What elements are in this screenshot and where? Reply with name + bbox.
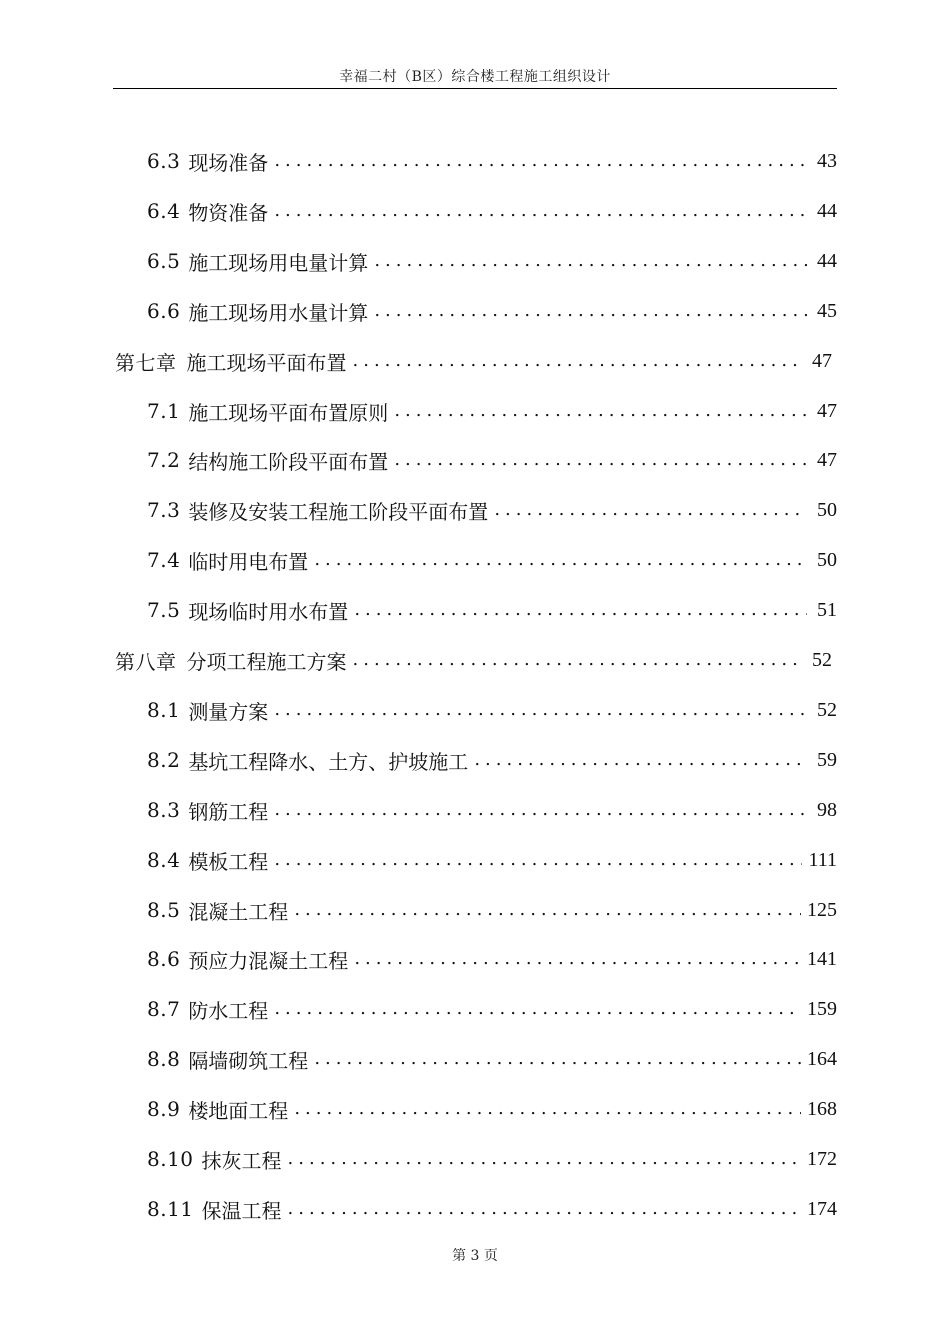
- toc-dot-leader: [294, 1094, 801, 1124]
- toc-section-entry[interactable]: [147, 545, 837, 575]
- toc-entry-title: 混凝土工程: [188, 899, 289, 924]
- toc-section-entry[interactable]: [147, 994, 837, 1024]
- toc-dot-leader: [274, 146, 807, 176]
- header-divider: [113, 88, 837, 89]
- toc-entry-number: 8.10: [147, 1147, 194, 1171]
- toc-entry-title: 钢筋工程: [188, 799, 269, 824]
- toc-dot-leader: [274, 994, 801, 1024]
- toc-entry-number: 8.2: [147, 748, 181, 772]
- toc-dot-leader: [374, 296, 807, 326]
- toc-entry-page-number: 45: [817, 299, 837, 322]
- toc-section-entry[interactable]: [147, 745, 837, 775]
- toc-entry-title: 抹灰工程: [201, 1148, 282, 1173]
- toc-section-entry[interactable]: [147, 396, 837, 426]
- toc-entry-number: 7.1: [147, 399, 181, 423]
- toc-dot-leader: [474, 745, 807, 775]
- toc-entry-page-number: 159: [807, 997, 837, 1020]
- toc-entry-page-number: 44: [817, 249, 837, 272]
- toc-entry-number: 8.7: [147, 997, 181, 1021]
- toc-entry-title: 测量方案: [188, 699, 269, 724]
- toc-entry-title: 物资准备: [188, 200, 269, 225]
- toc-dot-leader: [274, 196, 807, 226]
- toc-entry-page-number: 164: [807, 1047, 837, 1070]
- toc-dot-leader: [274, 695, 807, 725]
- toc-entry-page-number: 141: [807, 947, 837, 970]
- toc-entry-title: 楼地面工程: [188, 1098, 289, 1123]
- toc-entry-title: 模板工程: [188, 849, 269, 874]
- toc-entry-page-number: 52: [817, 698, 837, 721]
- toc-dot-leader: [394, 445, 807, 475]
- toc-entry-number: 8.1: [147, 698, 181, 722]
- toc-entry-title: 基坑工程降水、土方、护坡施工: [188, 749, 469, 774]
- toc-entry-number: 第七章: [115, 350, 177, 375]
- toc-entry-page-number: 174: [807, 1197, 837, 1220]
- toc-entry-title: 施工现场平面布置: [186, 350, 347, 375]
- toc-entry-page-number: 59: [817, 748, 837, 771]
- toc-entry-title: 施工现场平面布置原则: [188, 400, 389, 425]
- toc-dot-leader: [354, 595, 807, 625]
- toc-entry-number: 8.9: [147, 1097, 181, 1121]
- toc-entry-title: 分项工程施工方案: [186, 649, 347, 674]
- toc-dot-leader: [288, 1144, 801, 1174]
- toc-entry-page-number: 43: [817, 149, 837, 172]
- toc-section-entry[interactable]: [147, 895, 837, 925]
- toc-entry-page-number: 168: [807, 1097, 837, 1120]
- toc-dot-leader: [494, 495, 807, 525]
- toc-entry-number: 7.2: [147, 448, 181, 472]
- toc-entry-number: 6.6: [147, 299, 181, 323]
- toc-entry-number: 7.5: [147, 598, 181, 622]
- toc-section-entry[interactable]: [147, 1044, 837, 1074]
- toc-entry-page-number: 50: [817, 548, 837, 571]
- toc-entry-title: 防水工程: [188, 998, 269, 1023]
- toc-entry-page-number: 47: [817, 399, 837, 422]
- toc-section-entry[interactable]: [147, 445, 837, 475]
- toc-entry-title: 现场临时用水布置: [188, 599, 349, 624]
- toc-entry-page-number: 125: [807, 898, 837, 921]
- toc-section-entry[interactable]: [147, 495, 837, 525]
- toc-dot-leader: [288, 1194, 801, 1224]
- toc-entry-page-number: 98: [817, 798, 837, 821]
- toc-entry-number: 6.4: [147, 199, 181, 223]
- toc-entry-title: 现场准备: [188, 150, 269, 175]
- toc-dot-leader: [314, 1044, 801, 1074]
- toc-entry-title: 临时用电布置: [188, 549, 309, 574]
- toc-entry-title: 施工现场用水量计算: [188, 300, 369, 325]
- toc-chapter-entry[interactable]: [115, 645, 832, 675]
- toc-entry-number: 6.3: [147, 149, 181, 173]
- toc-dot-leader: [374, 246, 807, 276]
- toc-dot-leader: [354, 944, 801, 974]
- page-header-title: 幸福二村（B区）综合楼工程施工组织设计: [339, 69, 611, 85]
- toc-dot-leader: [274, 795, 807, 825]
- page-footer-number: 第 3 页: [452, 1248, 498, 1264]
- toc-entry-number: 8.3: [147, 798, 181, 822]
- toc-entry-number: 6.5: [147, 249, 181, 273]
- toc-dot-leader: [294, 895, 801, 925]
- toc-entry-title: 结构施工阶段平面布置: [188, 449, 389, 474]
- toc-section-entry[interactable]: [147, 196, 837, 226]
- toc-entry-title: 装修及安装工程施工阶段平面布置: [188, 499, 489, 524]
- toc-entry-number: 7.3: [147, 498, 181, 522]
- toc-entry-number: 第八章: [115, 649, 177, 674]
- toc-entry-page-number: 47: [812, 349, 832, 372]
- toc-section-entry[interactable]: [147, 1094, 837, 1124]
- toc-entry-page-number: 172: [807, 1147, 837, 1170]
- toc-section-entry[interactable]: [147, 695, 837, 725]
- toc-entry-title: 施工现场用电量计算: [188, 250, 369, 275]
- toc-entry-page-number: 47: [817, 448, 837, 471]
- toc-entry-page-number: 111: [808, 848, 837, 871]
- toc-entry-number: 8.5: [147, 898, 181, 922]
- toc-dot-leader: [394, 396, 807, 426]
- toc-section-entry[interactable]: [147, 146, 837, 176]
- toc-dot-leader: [353, 645, 803, 675]
- toc-section-entry[interactable]: [147, 1194, 837, 1224]
- toc-entry-page-number: 50: [817, 498, 837, 521]
- toc-chapter-entry[interactable]: [115, 346, 832, 376]
- toc-dot-leader: [274, 845, 802, 875]
- toc-dot-leader: [353, 346, 803, 376]
- toc-section-entry[interactable]: [147, 595, 837, 625]
- toc-entry-page-number: 51: [817, 598, 837, 621]
- toc-section-entry[interactable]: [147, 845, 837, 875]
- toc-entry-number: 8.4: [147, 848, 181, 872]
- toc-entry-page-number: 52: [812, 648, 832, 671]
- toc-entry-title: 保温工程: [201, 1198, 282, 1223]
- toc-entry-number: 8.11: [147, 1197, 194, 1221]
- toc-section-entry[interactable]: [147, 795, 837, 825]
- toc-entry-number: 7.4: [147, 548, 181, 572]
- toc-section-entry[interactable]: [147, 1144, 837, 1174]
- toc-section-entry[interactable]: [147, 944, 837, 974]
- toc-entry-page-number: 44: [817, 199, 837, 222]
- toc-section-entry[interactable]: [147, 246, 837, 276]
- toc-entry-number: 8.6: [147, 947, 181, 971]
- toc-entry-title: 隔墙砌筑工程: [188, 1048, 309, 1073]
- toc-entry-number: 8.8: [147, 1047, 181, 1071]
- toc-dot-leader: [314, 545, 807, 575]
- toc-entry-title: 预应力混凝土工程: [188, 948, 349, 973]
- toc-section-entry[interactable]: [147, 296, 837, 326]
